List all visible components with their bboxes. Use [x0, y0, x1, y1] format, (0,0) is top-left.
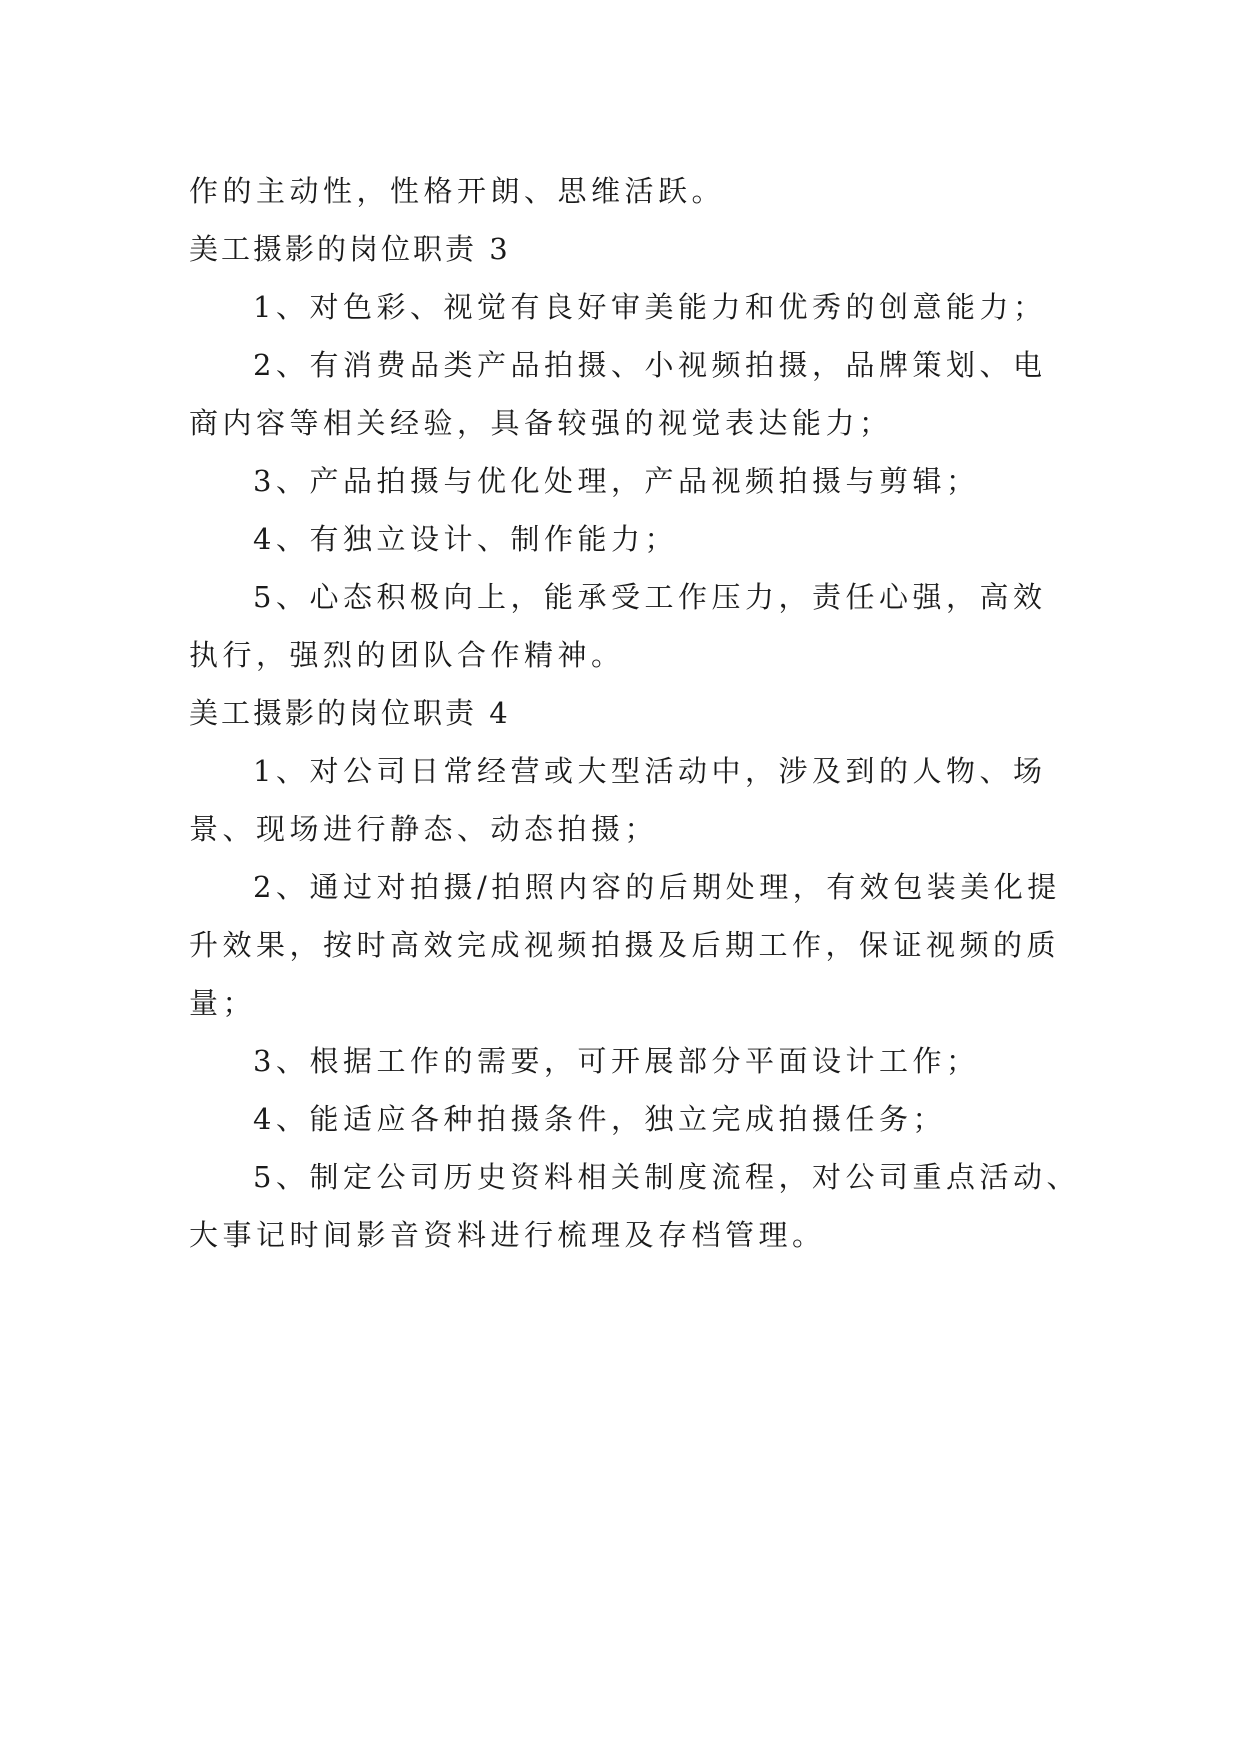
list-item-3-3: 3、产品拍摄与优化处理，产品视频拍摄与剪辑；	[253, 464, 980, 498]
list-item-3-5: 5、心态积极向上，能承受工作压力，责任心强，高效	[253, 580, 1047, 614]
list-item-3-4: 4、有独立设计、制作能力；	[253, 522, 678, 556]
list-item-4-4: 4、能适应各种拍摄条件，独立完成拍摄任务；	[253, 1102, 946, 1136]
list-item-3-2: 2、有消费品类产品拍摄、小视频拍摄，品牌策划、电	[253, 348, 1047, 382]
section-heading-4: 美工摄影的岗位职责 4	[189, 696, 511, 730]
list-item-4-3: 3、根据工作的需要，可开展部分平面设计工作；	[253, 1044, 980, 1078]
paragraph-continuation: 作的主动性，性格开朗、思维活跃。	[189, 174, 726, 208]
list-item-4-5: 5、制定公司历史资料相关制度流程，对公司重点活动、	[253, 1160, 1080, 1194]
list-item-4-1: 1、对公司日常经营或大型活动中，涉及到的人物、场	[253, 754, 1047, 788]
list-item-4-2-continuation: 升效果，按时高效完成视频拍摄及后期工作，保证视频的质	[189, 928, 1061, 962]
list-item-4-2: 2、通过对拍摄/拍照内容的后期处理，有效包装美化提	[253, 870, 1061, 904]
document-body	[189, 162, 1080, 1264]
list-item-4-5-continuation: 大事记时间影音资料进行梳理及存档管理。	[189, 1218, 826, 1252]
list-item-4-1-continuation: 景、现场进行静态、动态拍摄；	[189, 812, 659, 846]
list-item-3-5-continuation: 执行，强烈的团队合作精神。	[189, 638, 625, 672]
list-item-3-1: 1、对色彩、视觉有良好审美能力和优秀的创意能力；	[253, 290, 1047, 324]
list-item-3-2-continuation: 商内容等相关经验，具备较强的视觉表达能力；	[189, 406, 893, 440]
section-heading-3: 美工摄影的岗位职责 3	[189, 232, 511, 266]
list-item-4-2-continuation-end: 量；	[189, 986, 257, 1020]
